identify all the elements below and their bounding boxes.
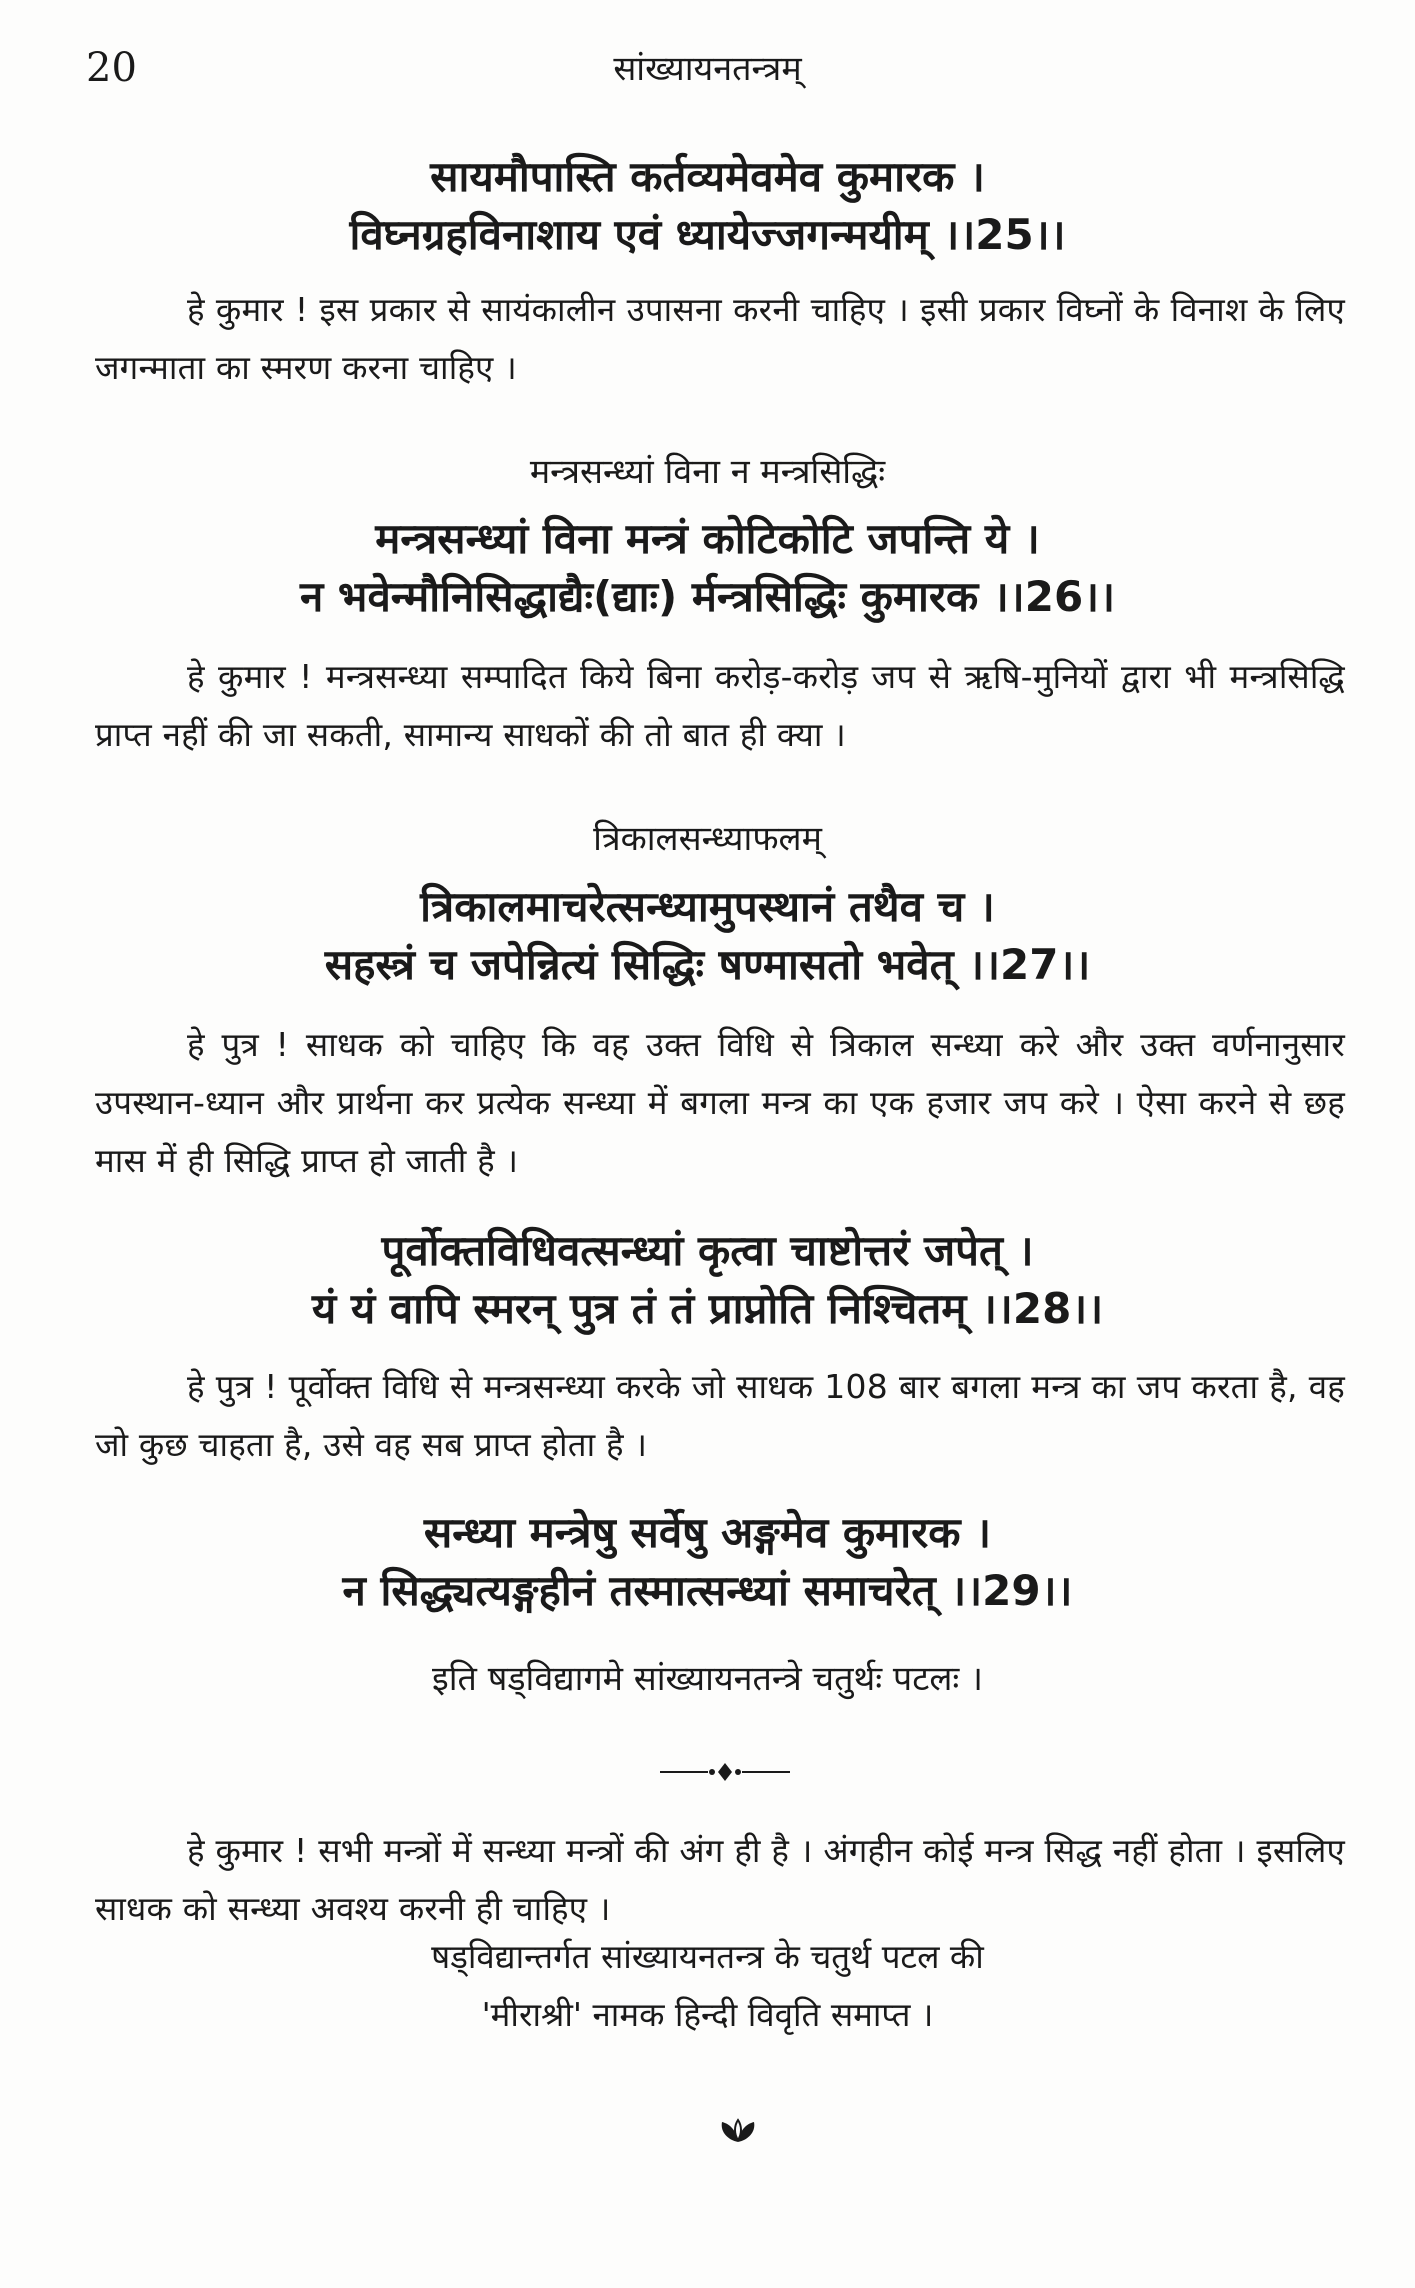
translation-26: हे कुमार ! मन्त्रसन्ध्या सम्पादित किये बिना करोड़-करोड़ जप से ऋषि-मुनियों द्वारा भी मन्त्रसिद्धि प्राप्त नहीं की जा सकती, सामान्य साधकों की तो बात ही क्या । [95,657,1345,754]
verse-25 [0,148,1415,264]
chapter-colophon: इति षड्विद्यागमे सांख्यायनतन्त्रे चतुर्थः पटलः । [432,1659,983,1699]
running-head: सांख्यायनतन्त्रम् [613,49,802,89]
verse-27 [0,878,1415,994]
verse-25-line-1: सायमौपास्ति कर्तव्यमेवमेव कुमारक । [430,152,985,201]
translation-27: हे पुत्र ! साधक को चाहिए कि वह उक्त विधि से त्रिकाल सन्ध्या करे और उक्त वर्णनानुसार उपस्थान-ध्यान और प्रार्थना कर प्रत्येक सन्ध्या में बगला मन्त्र का एक हजार जप करे । ऐसा करने से छह मास में ही सिद्धि प्राप्त हो जाती है । [95,1025,1345,1180]
verse-28-line-2: यं यं वापि स्मरन् पुत्र तं तं प्राप्नोति निश्चितम् ।।28।। [311,1284,1104,1333]
verse-26-line-2: न भवेन्मौनिसिद्धाद्यैः(द्याः) र्मन्त्रसिद्धिः कुमारक ।।26।। [299,572,1116,621]
translation-25: हे कुमार ! इस प्रकार से सायंकालीन उपासना करनी चाहिए । इसी प्रकार विघ्नों के विनाश के लिए जगन्माता का स्मरण करना चाहिए । [95,290,1345,387]
verse-26 [0,510,1415,626]
verse-29-line-1: सन्ध्या मन्त्रेषु सर्वेषु अङ्गमेव कुमारक । [423,1508,992,1557]
verse-27-line-1: त्रिकालमाचरेत्सन्ध्यामुपस्थानं तथैव च । [420,882,995,931]
section-heading-mantra-sandhya: मन्त्रसन्ध्यां विना न मन्त्रसिद्धिः [529,452,886,492]
section-heading-trikala: त्रिकालसन्ध्याफलम् [593,819,822,859]
verse-28 [0,1222,1415,1338]
translation-29: हे कुमार ! सभी मन्त्रों में सन्ध्या मन्त्रों की अंग ही है । अंगहीन कोई मन्त्र सिद्ध नहीं होता । इसलिए साधक को सन्ध्या अवश्य करनी ही चाहिए । [95,1831,1345,1928]
closing-note-line-2: 'मीराश्री' नामक हिन्दी विवृति समाप्त । [481,1995,934,2034]
verse-26-line-1: मन्त्रसन्ध्यां विना मन्त्रं कोटिकोटि जपन्ति ये । [375,514,1040,563]
translation-28: हे पुत्र ! पूर्वोक्त विधि से मन्त्रसन्ध्या करके जो साधक 108 बार बगला मन्त्र का जप करता है, वह जो कुछ चाहता है, उसे वह सब प्राप्त होता है । [95,1367,1345,1464]
verse-29-line-2: न सिद्ध्यत्यङ्गहीनं तस्मात्सन्ध्यां समाचरेत् ।।29।। [342,1566,1073,1615]
verse-25-line-2: विघ्नग्रहविनाशाय एवं ध्यायेज्जगन्मयीम् ।।25।। [349,210,1066,259]
verse-29 [0,1504,1415,1620]
lotus-end-mark-icon [718,2118,758,2144]
page-number: 20 [86,45,137,91]
verse-28-line-1: पूर्वोक्तविधिवत्सन्ध्यां कृत्वा चाष्टोत्तरं जपेत् । [381,1226,1034,1275]
closing-note [0,1928,1415,2044]
verse-27-line-2: सहस्त्रं च जपेन्नित्यं सिद्धिः षण्मासतो भवेत् ।।27।। [324,940,1091,989]
floral-divider-icon [660,1760,790,1784]
closing-note-line-1: षड्विद्यान्तर्गत सांख्यायनतन्त्र के चतुर्थ पटल की [431,1937,984,1976]
